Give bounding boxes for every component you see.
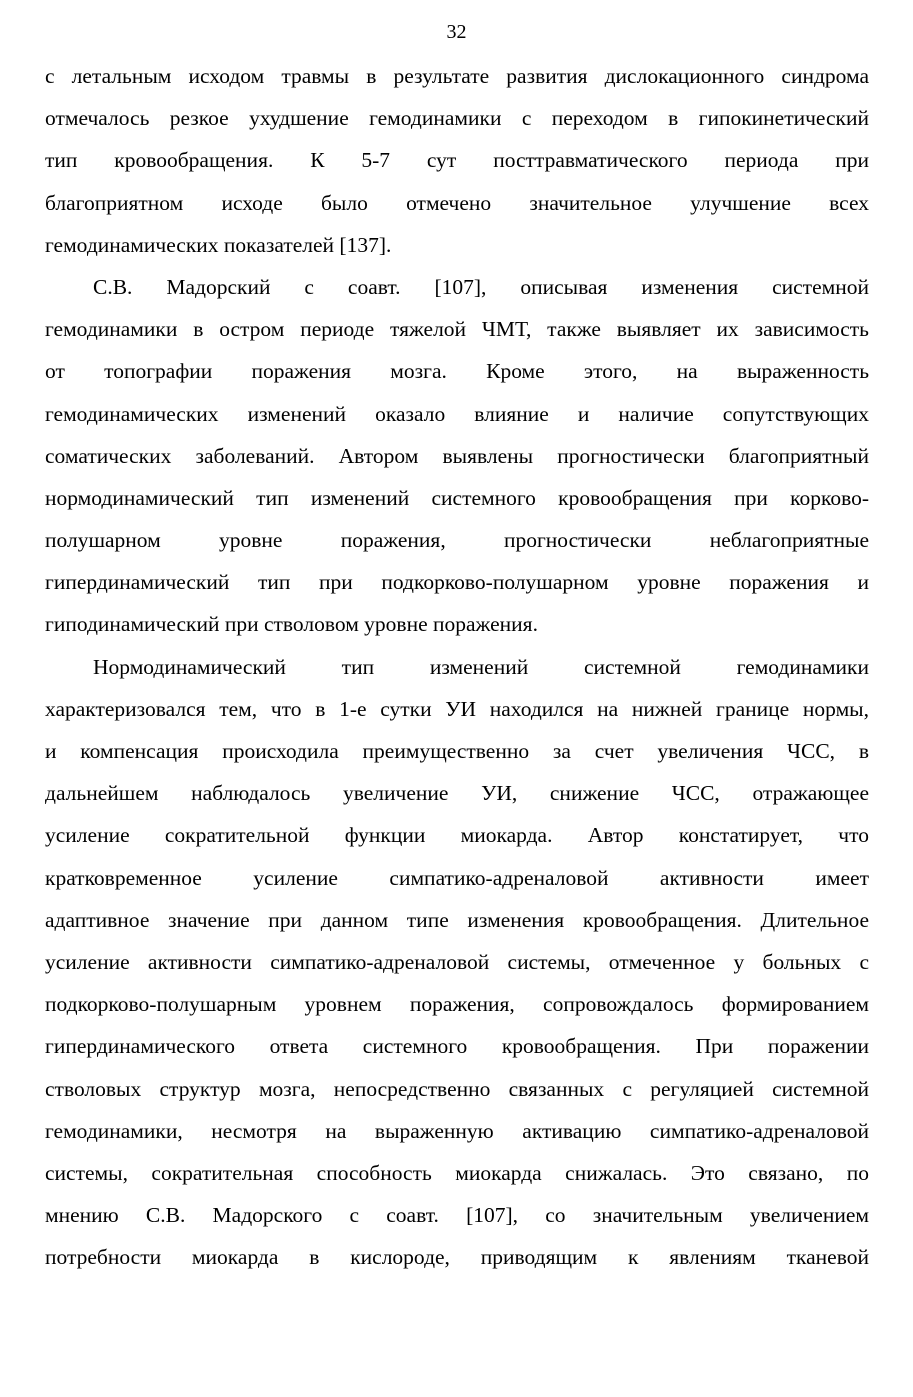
text-line: кратковременное усиление симпатико-адреналовой активности имеет: [45, 865, 869, 890]
page-number: 32: [446, 21, 467, 43]
text-line: С.В. Мадорский с соавт. [107], описывая изменения системной: [93, 274, 869, 299]
paragraph: [45, 646, 869, 1279]
text-line: тип кровообращения. К 5-7 сут посттравматического периода при: [45, 148, 869, 173]
text-line: отмечалось резкое ухудшение гемодинамики с переходом в гипокинетический: [45, 106, 869, 131]
text-line: гемодинамики, несмотря на выраженную активацию симпатико-адреналовой: [45, 1118, 869, 1143]
text-line: гиподинамический при стволовом уровне поражения.: [45, 612, 538, 637]
text-line: Нормодинамический тип изменений системной гемодинамики: [93, 654, 869, 679]
paragraph: [45, 55, 869, 266]
text-line: характеризовался тем, что в 1-е сутки УИ находился на нижней границе нормы,: [45, 696, 869, 721]
text-line: гемодинамических изменений оказало влияние и наличие сопутствующих: [45, 401, 869, 426]
text-line: соматических заболеваний. Автором выявлены прогностически благоприятный: [45, 443, 869, 468]
text-line: полушарном уровне поражения, прогностически неблагоприятные: [45, 528, 869, 553]
text-line: потребности миокарда в кислороде, приводящим к явлениям тканевой: [45, 1245, 869, 1270]
text-line: стволовых структур мозга, непосредственно связанных с регуляцией системной: [45, 1076, 869, 1101]
text-line: гипердинамический тип при подкорково-полушарном уровне поражения и: [45, 570, 869, 595]
text-line: гипердинамического ответа системного кровообращения. При поражении: [45, 1034, 869, 1059]
text-line: дальнейшем наблюдалось увеличение УИ, снижение ЧСС, отражающее: [45, 781, 869, 806]
text-line: подкорково-полушарным уровнем поражения, сопровождалось формированием: [45, 992, 869, 1017]
text-line: и компенсация происходила преимущественно за счет увеличения ЧСС, в: [45, 739, 869, 763]
text-line: гемодинамических показателей [137].: [45, 232, 392, 257]
text-line: от топографии поражения мозга. Кроме этого, на выраженность: [45, 359, 869, 384]
text-line: адаптивное значение при данном типе изменения кровообращения. Длительное: [45, 907, 869, 932]
text-line: мнению С.В. Мадорского с соавт. [107], со значительным увеличением: [45, 1203, 869, 1228]
text-line: усиление активности симпатико-адреналовой системы, отмеченное у больных с: [45, 949, 869, 974]
document-body: [45, 55, 869, 1278]
text-line: усиление сократительной функции миокарда. Автор констатирует, что: [45, 823, 869, 848]
text-line: гемодинамики в остром периоде тяжелой ЧМТ, также выявляет их зависимость: [45, 317, 869, 342]
text-line: нормодинамический тип изменений системного кровообращения при корково-: [45, 485, 869, 510]
text-line: системы, сократительная способность миокарда снижалась. Это связано, по: [45, 1160, 869, 1185]
paragraph: [45, 266, 869, 646]
text-line: с летальным исходом травмы в результате развития дислокационного синдрома: [45, 64, 869, 88]
text-line: благоприятном исходе было отмечено значительное улучшение всех: [45, 190, 869, 215]
